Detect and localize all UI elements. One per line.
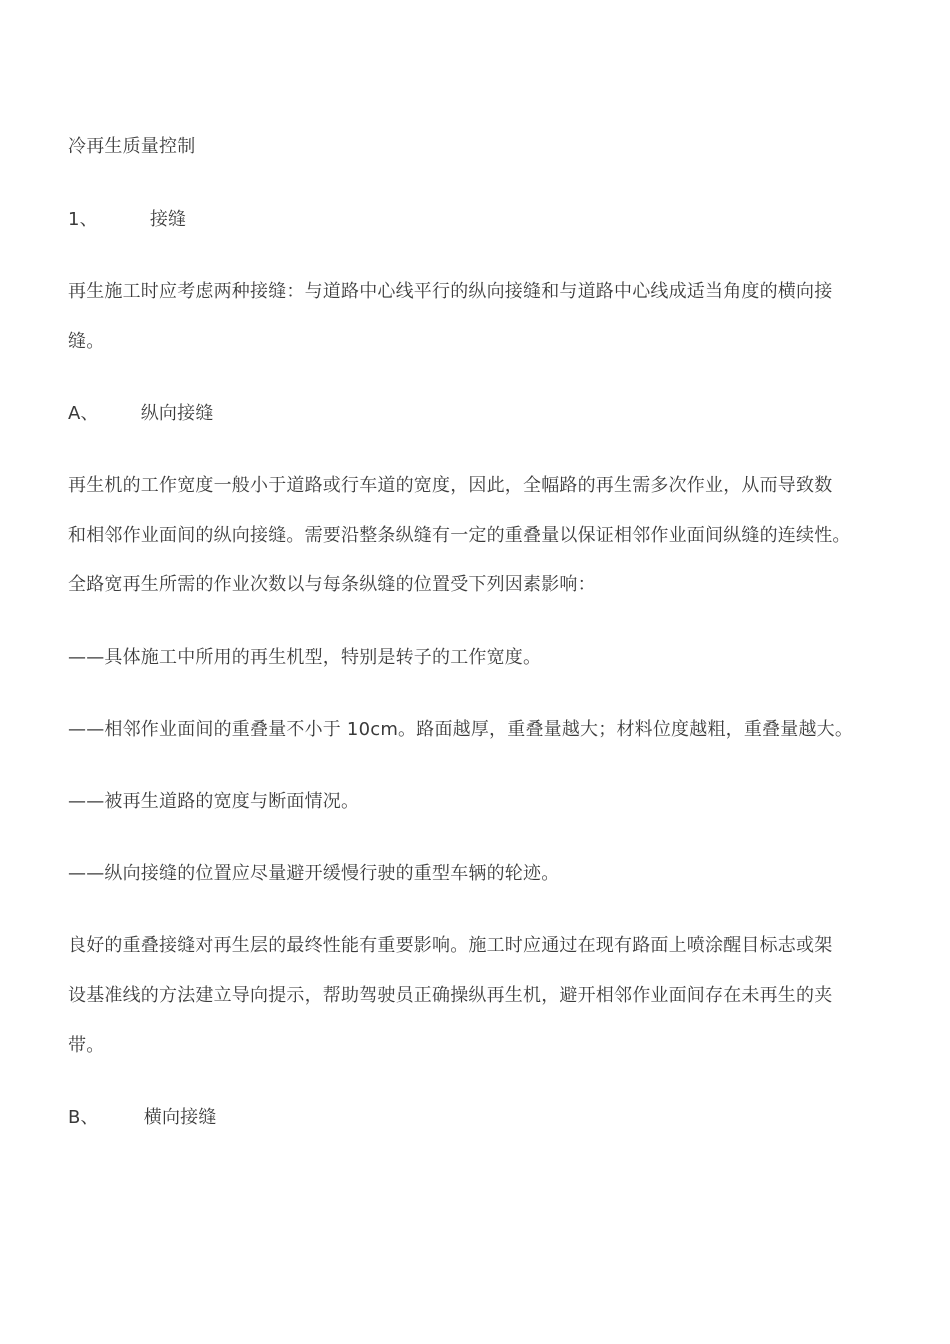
factor-item-3: ——被再生道路的宽度与断面情况。 [68,791,360,812]
factor-item-2: ——相邻作业面间的重叠量不小于 10cm。路面越厚，重叠量越大；材料位度越粗，重叠量越大。 [68,719,854,740]
section-1-title: 接缝 [149,209,187,230]
section-b-number: B、 [68,1107,99,1128]
section-b-heading [68,1106,217,1130]
document-title: 冷再生质量控制 [68,136,196,157]
para-a-line-2: 和相邻作业面间的纵向接缝。需要沿整条纵缝有一定的重叠量以保证相邻作业面间纵缝的连续性。 [68,525,851,546]
para-b-line-1: 良好的重叠接缝对再生层的最终性能有重要影响。施工时应通过在现有路面上喷涂醒目标志或架 [68,935,833,956]
section-a-title: 纵向接缝 [140,403,214,424]
para-b-line-3: 带。 [68,1035,105,1056]
section-1-number: 1、 [68,209,98,230]
section-a-number: A、 [68,403,99,424]
para-a-line-3: 全路宽再生所需的作业次数以与每条纵缝的位置受下列因素影响： [68,574,596,595]
factor-item-1: ——具体施工中所用的再生机型，特别是转子的工作宽度。 [68,647,542,668]
section-b-title: 横向接缝 [143,1107,217,1128]
para-a-line-1: 再生机的工作宽度一般小于道路或行车道的宽度，因此，全幅路的再生需多次作业，从而导致数 [68,475,833,496]
intro-line-1: 再生施工时应考虑两种接缝：与道路中心线平行的纵向接缝和与道路中心线成适当角度的横向接 [68,281,833,302]
para-b-line-2: 设基准线的方法建立导向提示，帮助驾驶员正确操纵再生机，避开相邻作业面间存在未再生的夹 [68,985,833,1006]
section-a-heading [68,402,214,426]
intro-line-2: 缝。 [68,331,105,352]
section-1-heading [68,208,186,232]
factor-item-4: ——纵向接缝的位置应尽量避开缓慢行驶的重型车辆的轮迹。 [68,863,560,884]
